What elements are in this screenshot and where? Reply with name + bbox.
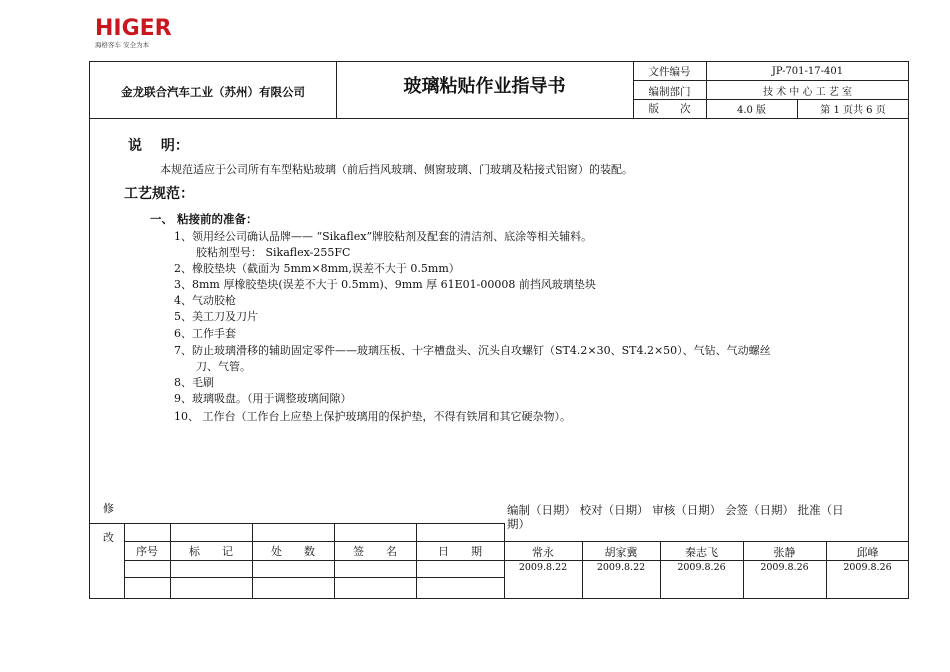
grid-line bbox=[252, 523, 253, 599]
doc-number-label: 文件编号 bbox=[648, 66, 691, 78]
grid-line bbox=[170, 523, 171, 599]
col-header-count: 处 数 bbox=[271, 545, 315, 558]
col-header-no: 序号 bbox=[136, 545, 158, 558]
approver-name: 秦志飞 bbox=[685, 546, 718, 559]
approver-name: 胡家冀 bbox=[604, 546, 638, 559]
spec-heading: 工艺规范： bbox=[124, 186, 194, 202]
version-label: 版 次 bbox=[648, 103, 691, 115]
approver-name: 常永 bbox=[532, 546, 554, 559]
approval-labels-wrap: 期） bbox=[507, 517, 530, 531]
approval-date: 2009.8.22 bbox=[596, 562, 646, 573]
prep-item: 3、8mm 厚橡胶垫块(误差不大于 0.5mm)、9mm 厚 61E01-00008 前挡风玻璃垫块 bbox=[174, 278, 596, 291]
header-bottom-line bbox=[89, 118, 909, 119]
grid-line bbox=[504, 523, 505, 599]
prep-item: 2、橡胶垫块（截面为 5mm×8mm,误差不大于 0.5mm） bbox=[174, 262, 460, 275]
prep-item: 胶粘剂型号： Sikaflex-255FC bbox=[196, 246, 351, 259]
section1-heading: 一、 粘接前的准备： bbox=[150, 212, 258, 226]
prep-item: 1、领用经公司确认品牌—— “Sikaflex”牌胶粘剂及配套的清洁剂、底涂等相关辅料。 bbox=[174, 230, 593, 243]
header-row-line-2 bbox=[633, 99, 909, 100]
explain-heading: 说 明： bbox=[128, 138, 189, 154]
dept-value: 技 术 中 心 工 艺 室 bbox=[762, 87, 853, 98]
prep-item: 10、 工作台（工作台上应垫上保护玻璃用的保护垫，不得有铁屑和其它硬杂物）。 bbox=[174, 410, 571, 423]
grid-line bbox=[416, 523, 417, 599]
prep-item: 4、气动胶枪 bbox=[174, 294, 236, 307]
approver-name: 张静 bbox=[773, 546, 796, 559]
logo-wordmark: HIGER bbox=[95, 16, 172, 41]
grid-line bbox=[124, 523, 125, 599]
prep-item: 刀、气管。 bbox=[196, 360, 251, 373]
grid-line bbox=[124, 541, 909, 542]
version-value: 4.0 版 bbox=[736, 105, 767, 116]
revision-label-bottom: 改 bbox=[103, 531, 114, 544]
prep-item: 7、防止玻璃滑移的辅助固定零件——玻璃压板、十字槽盘头、沉头自攻螺钉（ST4.2×30、ST4.2×50）、气钻、气动螺丝 bbox=[174, 344, 771, 357]
approval-date: 2009.8.22 bbox=[518, 562, 568, 573]
grid-line bbox=[124, 577, 504, 578]
col-header-date: 日 期 bbox=[438, 545, 482, 558]
explain-text: 本规范适应于公司所有车型粘贴玻璃（前后挡风玻璃、侧窗玻璃、门玻璃及粘接式铝窗）的装配。 bbox=[160, 163, 633, 176]
prep-item: 8、毛刷 bbox=[174, 376, 214, 389]
prep-item: 9、玻璃吸盘。（用于调整玻璃间隙） bbox=[174, 392, 352, 405]
approval-date: 2009.8.26 bbox=[843, 562, 892, 573]
dept-label: 编制部门 bbox=[648, 86, 691, 98]
approval-date: 2009.8.26 bbox=[677, 562, 726, 573]
company-name: 金龙联合汽车工业（苏州）有限公司 bbox=[121, 85, 305, 99]
doc-number-value: JP-701-17-401 bbox=[771, 66, 844, 77]
approver-name: 邱峰 bbox=[856, 546, 879, 559]
header-row-line-1 bbox=[633, 80, 909, 81]
page-number: 第 1 页共 6 页 bbox=[820, 105, 886, 116]
revision-label-top: 修 bbox=[103, 502, 114, 515]
approval-date: 2009.8.26 bbox=[760, 562, 809, 573]
logo-subtitle: 海格客车 安全为本 bbox=[95, 41, 150, 49]
document-title: 玻璃粘贴作业指导书 bbox=[403, 76, 566, 97]
col-header-mark: 标 记 bbox=[189, 545, 233, 558]
prep-item: 6、工作手套 bbox=[174, 327, 236, 340]
grid-line bbox=[334, 523, 335, 599]
col-header-sign: 签 名 bbox=[353, 545, 397, 558]
prep-item: 5、美工刀及刀片 bbox=[174, 310, 258, 323]
revision-top-line bbox=[89, 523, 504, 524]
higer-logo bbox=[95, 18, 175, 50]
approval-labels: 编制（日期） 校对（日期） 审核（日期） 会签（日期） 批准（日 bbox=[507, 503, 844, 517]
grid-line bbox=[124, 560, 909, 561]
